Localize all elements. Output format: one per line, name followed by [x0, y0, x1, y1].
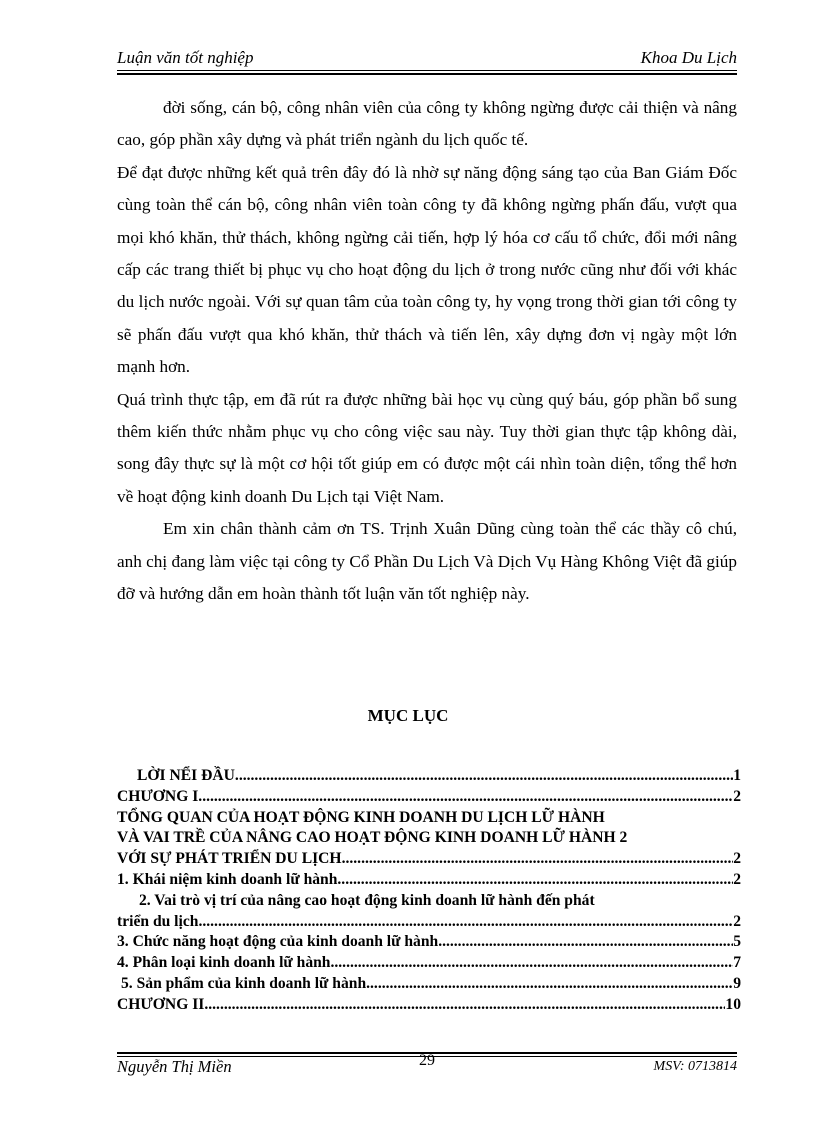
- toc-entry-page: 7: [733, 954, 741, 972]
- page-footer: [117, 1052, 737, 1080]
- toc-entry[interactable]: [117, 995, 741, 1016]
- toc-entry-line[interactable]: VÀ VAI TRỀ CỦA NÂNG CAO HOẠT ĐỘNG KINH DOANH LỮ HÀNH 2: [117, 829, 628, 847]
- paragraph-1: đời sống, cán bộ, công nhân viên của công ty không ngừng được cải thiện và nâng cao, góp phần xây dựng và phát triển ngành du lịch quốc tế.: [117, 98, 737, 150]
- header-rule-thick: [117, 73, 737, 75]
- toc-entry-page: 9: [733, 974, 741, 992]
- table-of-contents: [117, 766, 741, 1016]
- footer-student-id: MSV: 0713814: [653, 1059, 737, 1074]
- toc-entry-title: LỜI NỂI ĐẦU: [137, 767, 235, 784]
- header-rule-thin: [117, 70, 737, 71]
- toc-entry[interactable]: [117, 849, 741, 870]
- toc-entry[interactable]: [117, 787, 741, 808]
- toc-entry-title: 1. Khái niệm kinh doanh lữ hành: [117, 870, 338, 888]
- toc-entry-title: 3. Chức năng hoạt động của kinh doanh lữ hành: [117, 933, 439, 951]
- toc-entry-title: 5. Sản phẩm của kinh doanh lữ hành: [121, 974, 367, 992]
- toc-entry-page: 1: [733, 767, 741, 784]
- toc-entry-line[interactable]: TỔNG QUAN CỦA HOẠT ĐỘNG KINH DOANH DU LỊCH LỮ HÀNH: [117, 808, 605, 826]
- toc-entry[interactable]: [117, 953, 741, 974]
- toc-entry-page: 2: [733, 787, 741, 805]
- toc-entry-title: CHƯƠNG I: [117, 787, 199, 805]
- paragraph-2: Để đạt được những kết quả trên đây đó là nhờ sự năng động sáng tạo của Ban Giám Đốc cùng toàn thể cán bộ, công nhân viên toàn công ty đã không ngừng phấn đấu, vượt qua mọi khó khăn, thử thách, không ngừng cải tiến, hợp lý hóa cơ cấu tổ chức, đổi mới nâng cấp các trang thiết bị phục vụ cho hoạt động du lịch ở trong nước cũng như đối với khác du lịch nước ngoài. Với sự quan tâm của toàn công ty, hy vọng trong thời gian tới công ty sẽ phấn đấu vượt qua khó khăn, thử thách và tiến lên, xây dựng đơn vị ngày một lớn mạnh hơn.: [117, 162, 737, 377]
- page-header: [117, 46, 737, 70]
- toc-entry-page: 5: [733, 933, 741, 951]
- paragraph-4: Em xin chân thành cảm ơn TS. Trịnh Xuân Dũng cùng toàn thể các thầy cô chú, anh chị đang làm việc tại công ty Cổ Phần Du Lịch Và Dịch Vụ Hàng Không Việt đã giúp đỡ và hướng dẫn em hoàn thành tốt luận văn tốt nghiệp này.: [117, 519, 737, 604]
- toc-entry-page: 2: [733, 912, 741, 930]
- toc-entry[interactable]: [117, 766, 741, 787]
- toc-entry-page: 2: [733, 850, 741, 868]
- toc-entry-title: CHƯƠNG II: [117, 995, 205, 1013]
- toc-title: MỤC LỤC: [367, 706, 449, 725]
- toc-entry[interactable]: [117, 974, 741, 995]
- toc-entry-page: 10: [725, 995, 741, 1013]
- footer-author: Nguyễn Thị Miền: [117, 1057, 232, 1076]
- toc-entry[interactable]: [117, 912, 741, 933]
- header-faculty-label: Khoa Du Lịch: [640, 48, 737, 67]
- toc-entry-title: VỚI SỰ PHÁT TRIỂN DU LỊCH: [117, 850, 342, 868]
- body-text: [117, 92, 737, 611]
- header-thesis-label: Luận văn tốt nghiệp: [117, 48, 254, 67]
- toc-entry-page: 2: [733, 870, 741, 888]
- paragraph-3: Quá trình thực tập, em đã rút ra được những bài học vụ cùng quý báu, góp phần bổ sung thêm kiến thức nhằm phục vụ cho công việc sau này. Tuy thời gian thực tập không dài, song đây thực sự là một cơ hội tốt giúp em có được một cái nhìn toàn diện, tổng thể hơn về hoạt động kinh doanh Du Lịch tại Việt Nam.: [117, 389, 737, 506]
- toc-entry-line[interactable]: 2. Vai trò vị trí của nâng cao hoạt động kinh doanh lữ hành đến phát: [139, 891, 595, 909]
- toc-entry-title: 4. Phân loại kinh doanh lữ hành: [117, 954, 331, 972]
- toc-entry-title: triển du lịch: [117, 912, 199, 930]
- page-number: 29: [419, 1052, 435, 1069]
- toc-entry[interactable]: [117, 870, 741, 891]
- toc-entry[interactable]: [117, 932, 741, 953]
